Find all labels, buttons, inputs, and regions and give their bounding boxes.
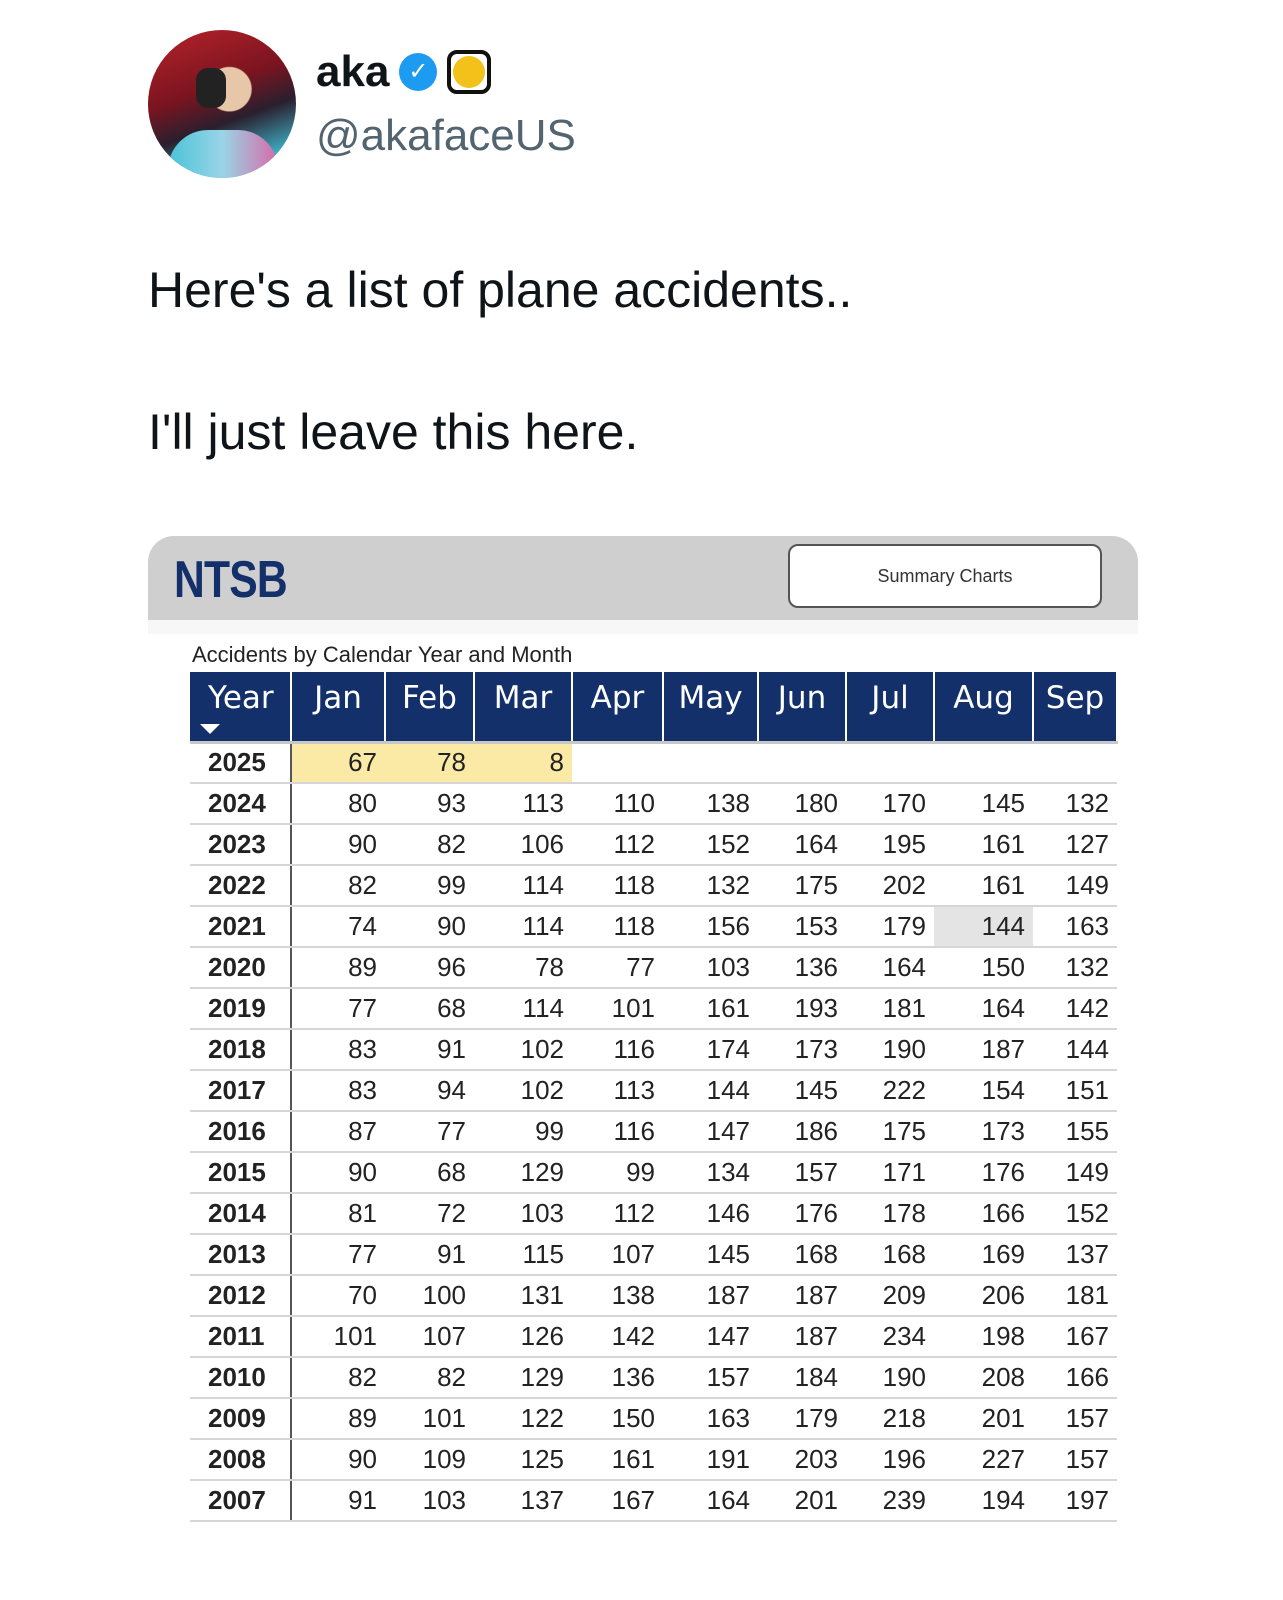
table-cell: 91 [385,1029,474,1070]
display-name-row [316,44,491,100]
table-cell: 77 [291,988,385,1029]
table-row [190,1316,1117,1357]
table-cell: 103 [474,1193,572,1234]
table-row [190,783,1117,824]
table-cell: 102 [474,1029,572,1070]
table-cell: 144 [934,906,1033,947]
table-cell: 176 [934,1152,1033,1193]
table-cell: 152 [663,824,758,865]
table-cell: 129 [474,1152,572,1193]
table-cell: 173 [758,1029,846,1070]
column-header-jul[interactable]: Jul [846,672,934,742]
table-cell: 153 [758,906,846,947]
table-cell: 175 [758,865,846,906]
table-cell: 206 [934,1275,1033,1316]
table-cell: 89 [291,1398,385,1439]
table-cell: 103 [385,1480,474,1521]
table-cell: 198 [934,1316,1033,1357]
table-cell: 186 [758,1111,846,1152]
table-cell: 157 [663,1357,758,1398]
table-row [190,1439,1117,1480]
table-cell: 113 [474,783,572,824]
avatar-headset [196,68,226,108]
ntsb-screenshot [148,536,1138,1568]
table-cell [1033,742,1117,783]
table-row [190,988,1117,1029]
table-cell: 163 [1033,906,1117,947]
row-year[interactable]: 2018 [190,1029,291,1070]
table-cell: 103 [663,947,758,988]
table-cell: 137 [474,1480,572,1521]
table-cell: 167 [1033,1316,1117,1357]
table-cell: 82 [291,1357,385,1398]
row-year[interactable]: 2012 [190,1275,291,1316]
table-cell: 218 [846,1398,934,1439]
table-cell: 94 [385,1070,474,1111]
table-cell: 202 [846,865,934,906]
table-cell: 99 [572,1152,663,1193]
table-cell: 179 [846,906,934,947]
summary-charts-button[interactable]: Summary Charts [788,544,1102,608]
table-cell: 96 [385,947,474,988]
row-year[interactable]: 2019 [190,988,291,1029]
table-cell: 70 [291,1275,385,1316]
ntsb-body [148,634,1138,1568]
table-cell: 68 [385,988,474,1029]
table-cell: 203 [758,1439,846,1480]
table-cell: 180 [758,783,846,824]
table-cell: 90 [291,1439,385,1480]
table-row [190,1070,1117,1111]
table-cell: 77 [572,947,663,988]
table-cell: 181 [846,988,934,1029]
table-cell: 234 [846,1316,934,1357]
table-row [190,1193,1117,1234]
table-cell: 99 [474,1111,572,1152]
table-cell: 118 [572,906,663,947]
table-cell: 127 [1033,824,1117,865]
table-cell [758,742,846,783]
table-cell: 161 [934,824,1033,865]
table-cell: 138 [572,1275,663,1316]
table-row [190,824,1117,865]
row-year[interactable]: 2021 [190,906,291,947]
table-cell: 154 [934,1070,1033,1111]
table-cell: 201 [934,1398,1033,1439]
column-header-mar[interactable]: Mar [474,672,572,742]
table-cell [846,742,934,783]
table-cell: 142 [572,1316,663,1357]
table-cell: 114 [474,865,572,906]
table-cell: 101 [291,1316,385,1357]
table-cell: 187 [934,1029,1033,1070]
column-header-label: Year [208,680,274,716]
table-cell: 100 [385,1275,474,1316]
table-cell [572,742,663,783]
row-year[interactable]: 2023 [190,824,291,865]
table-cell: 106 [474,824,572,865]
row-year[interactable]: 2007 [190,1480,291,1521]
accidents-table [190,672,1118,1522]
table-cell: 174 [663,1029,758,1070]
table-cell: 116 [572,1029,663,1070]
row-year[interactable]: 2009 [190,1398,291,1439]
table-cell: 83 [291,1029,385,1070]
table-cell: 112 [572,824,663,865]
table-cell: 125 [474,1439,572,1480]
table-cell: 222 [846,1070,934,1111]
table-cell: 109 [385,1439,474,1480]
table-cell: 227 [934,1439,1033,1480]
table-row [190,947,1117,988]
table-cell: 99 [385,865,474,906]
table-row [190,1480,1117,1521]
table-cell: 77 [385,1111,474,1152]
user-handle[interactable]: @akafaceUS [316,111,576,160]
row-year[interactable]: 2014 [190,1193,291,1234]
table-cell: 181 [1033,1275,1117,1316]
table-cell: 110 [572,783,663,824]
table-cell: 190 [846,1357,934,1398]
table-cell: 83 [291,1070,385,1111]
table-row [190,1152,1117,1193]
table-cell: 157 [1033,1439,1117,1480]
table-row [190,1398,1117,1439]
table-title: Accidents by Calendar Year and Month [192,642,573,667]
table-cell: 90 [385,906,474,947]
avatar-shirt [168,130,278,178]
row-year[interactable]: 2024 [190,783,291,824]
table-cell: 201 [758,1480,846,1521]
table-cell: 101 [572,988,663,1029]
column-header-aug[interactable]: Aug [934,672,1033,742]
table-cell: 113 [572,1070,663,1111]
table-cell: 132 [1033,783,1117,824]
table-cell: 138 [663,783,758,824]
table-cell: 115 [474,1234,572,1275]
table-cell: 101 [385,1398,474,1439]
table-cell: 142 [1033,988,1117,1029]
column-header-apr[interactable]: Apr [572,672,663,742]
row-year[interactable]: 2011 [190,1316,291,1357]
table-row [190,1111,1117,1152]
table-cell: 107 [385,1316,474,1357]
table-cell: 107 [572,1234,663,1275]
table-cell: 67 [291,742,385,783]
table-cell: 164 [934,988,1033,1029]
table-cell: 8 [474,742,572,783]
table-cell: 152 [1033,1193,1117,1234]
table-cell: 149 [1033,865,1117,906]
table-cell: 208 [934,1357,1033,1398]
table-cell: 77 [291,1234,385,1275]
yellow-circle-badge-icon[interactable] [447,50,491,94]
verified-checkmark-icon[interactable]: ✓ [399,53,437,91]
table-cell: 82 [385,824,474,865]
table-cell: 145 [934,783,1033,824]
ntsb-logo: NTSB [174,551,287,609]
column-header-feb[interactable]: Feb [385,672,474,742]
row-year[interactable]: 2017 [190,1070,291,1111]
table-cell: 81 [291,1193,385,1234]
column-header-may[interactable]: May [663,672,758,742]
table-cell: 161 [934,865,1033,906]
table-cell: 82 [291,865,385,906]
table-cell: 102 [474,1070,572,1111]
table-cell: 146 [663,1193,758,1234]
table-cell: 187 [758,1275,846,1316]
table-cell: 114 [474,988,572,1029]
table-cell: 169 [934,1234,1033,1275]
column-header-jan[interactable]: Jan [291,672,385,742]
table-cell: 150 [934,947,1033,988]
table-cell: 161 [663,988,758,1029]
row-year[interactable]: 2008 [190,1439,291,1480]
table-cell: 82 [385,1357,474,1398]
table-row [190,742,1117,783]
table-cell: 157 [758,1152,846,1193]
table-cell: 168 [758,1234,846,1275]
table-cell: 190 [846,1029,934,1070]
table-cell: 78 [385,742,474,783]
sort-descending-icon[interactable] [200,724,220,734]
tweet-text-line-1: Here's a list of plane accidents.. [148,262,853,318]
column-header-year[interactable] [190,672,291,742]
table-cell: 166 [1033,1357,1117,1398]
table-cell: 72 [385,1193,474,1234]
column-header-sep[interactable]: Sep [1033,672,1117,742]
table-cell: 145 [758,1070,846,1111]
table-cell: 134 [663,1152,758,1193]
table-cell: 161 [572,1439,663,1480]
table-cell: 196 [846,1439,934,1480]
table-cell: 90 [291,1152,385,1193]
display-name[interactable]: aka [316,47,390,96]
table-cell: 118 [572,865,663,906]
table-cell [663,742,758,783]
row-year[interactable]: 2020 [190,947,291,988]
table-cell: 164 [758,824,846,865]
table-cell: 145 [663,1234,758,1275]
table-cell: 187 [758,1316,846,1357]
table-cell: 137 [1033,1234,1117,1275]
table-header-row [190,672,1117,742]
table-cell: 173 [934,1111,1033,1152]
table-cell: 175 [846,1111,934,1152]
table-cell: 116 [572,1111,663,1152]
table-cell: 168 [846,1234,934,1275]
avatar[interactable] [148,30,296,178]
table-cell: 149 [1033,1152,1117,1193]
row-year[interactable]: 2016 [190,1111,291,1152]
table-cell: 144 [1033,1029,1117,1070]
table-cell: 91 [385,1234,474,1275]
table-cell: 164 [663,1480,758,1521]
table-cell: 126 [474,1316,572,1357]
table-row [190,1029,1117,1070]
table-cell: 144 [663,1070,758,1111]
table-cell: 155 [1033,1111,1117,1152]
table-cell: 195 [846,824,934,865]
table-cell: 147 [663,1316,758,1357]
row-year[interactable]: 2025 [190,742,291,783]
table-cell: 197 [1033,1480,1117,1521]
table-cell: 78 [474,947,572,988]
table-cell: 209 [846,1275,934,1316]
table-cell: 136 [758,947,846,988]
table-cell: 122 [474,1398,572,1439]
table-cell: 90 [291,824,385,865]
table-cell: 194 [934,1480,1033,1521]
table-cell: 166 [934,1193,1033,1234]
table-cell: 157 [1033,1398,1117,1439]
table-cell: 184 [758,1357,846,1398]
table-cell: 80 [291,783,385,824]
row-year[interactable]: 2010 [190,1357,291,1398]
table-cell: 74 [291,906,385,947]
table-cell: 164 [846,947,934,988]
row-year[interactable]: 2015 [190,1152,291,1193]
table-cell: 114 [474,906,572,947]
table-cell: 239 [846,1480,934,1521]
table-row [190,1234,1117,1275]
table-cell: 171 [846,1152,934,1193]
table-cell: 136 [572,1357,663,1398]
table-cell: 167 [572,1480,663,1521]
ntsb-header [148,536,1138,620]
table-cell: 93 [385,783,474,824]
table-cell: 178 [846,1193,934,1234]
row-year[interactable]: 2013 [190,1234,291,1275]
table-cell: 132 [1033,947,1117,988]
table-cell: 151 [1033,1070,1117,1111]
table-row [190,1275,1117,1316]
table-cell: 89 [291,947,385,988]
table-cell: 68 [385,1152,474,1193]
row-year[interactable]: 2022 [190,865,291,906]
table-cell: 87 [291,1111,385,1152]
table-cell: 191 [663,1439,758,1480]
table-cell: 163 [663,1398,758,1439]
table-row [190,1357,1117,1398]
table-cell: 187 [663,1275,758,1316]
table-cell: 179 [758,1398,846,1439]
table-cell: 91 [291,1480,385,1521]
table-cell: 150 [572,1398,663,1439]
table-cell: 176 [758,1193,846,1234]
table-cell: 129 [474,1357,572,1398]
table-cell: 170 [846,783,934,824]
table-cell: 193 [758,988,846,1029]
table-cell: 132 [663,865,758,906]
table-row [190,865,1117,906]
table-cell: 147 [663,1111,758,1152]
table-cell: 131 [474,1275,572,1316]
table-row [190,906,1117,947]
table-cell [934,742,1033,783]
tweet-text-line-2: I'll just leave this here. [148,404,639,460]
table-cell: 112 [572,1193,663,1234]
column-header-jun[interactable]: Jun [758,672,846,742]
table-cell: 156 [663,906,758,947]
